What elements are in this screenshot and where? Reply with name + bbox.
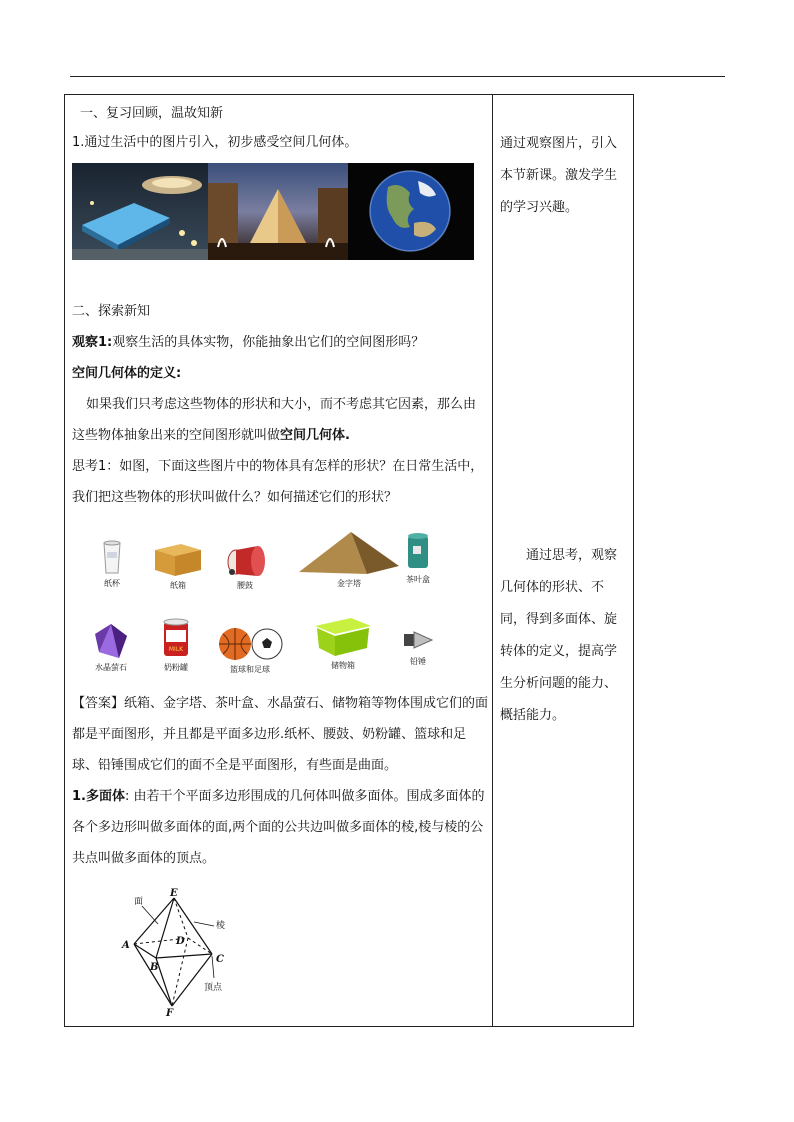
- edge-AF: [134, 944, 172, 1006]
- think-1: 思考1：如图，下面这些图片中的物体具有怎样的形状？在日常生活中，我们把这些物体的形状叫做什么？如何描述它们的形状？: [72, 459, 484, 505]
- box-object: 纸箱: [148, 538, 208, 591]
- answer-text: 【答案】纸箱、金字塔、茶叶盒、水晶萤石、储物箱等物体围成它们的面都是平面图形，并且都是平面多边形.纸杯、腰鼓、奶粉罐、篮球和足球、铅锤围成它们的面不全是平面图形，有些面是曲面。: [72, 696, 489, 773]
- louvre-photo: [208, 163, 348, 260]
- label-B: B: [150, 962, 159, 973]
- vertex-pointer: [212, 956, 214, 978]
- side-note-2: 通过思考，观察几何体的形状、不同，得到多面体、旋转体的定义，提高学生分析问题的能力、概括能力。: [500, 548, 618, 723]
- milk-object: MILK 奶粉罐: [156, 618, 196, 673]
- drum-object: 腰鼓: [220, 542, 270, 591]
- crystal-object: 水晶萤石: [86, 622, 136, 673]
- polyhedron-label: 1.多面体: [72, 789, 125, 804]
- edge-AB: [134, 944, 156, 958]
- label-E: E: [170, 888, 178, 899]
- label-A: A: [122, 940, 130, 951]
- column-divider: [492, 94, 493, 1027]
- milk-brand: MILK: [168, 646, 184, 653]
- balls-object: 篮球和足球: [210, 626, 290, 675]
- label-edge: 棱: [216, 921, 226, 931]
- label-D: D: [176, 936, 185, 947]
- edge-EB: [156, 898, 174, 958]
- object-pictures: [72, 530, 488, 680]
- polyhedron-diagram: [118, 888, 238, 1018]
- section-1-heading: 一、复习回顾，温故知新: [80, 106, 224, 121]
- label-C: C: [216, 954, 224, 965]
- header-rule: [70, 76, 725, 77]
- label-vertex: 顶点: [204, 983, 223, 993]
- cup-object: 纸杯: [92, 540, 132, 589]
- stadium-photo: [72, 163, 208, 260]
- edge-pointer: [194, 922, 214, 926]
- section-2-heading: 二、探索新知: [72, 304, 151, 319]
- label-face: 面: [134, 897, 144, 907]
- definition-term: 空间几何体.: [280, 428, 350, 443]
- observe-1: [72, 327, 488, 358]
- main-column: [72, 98, 488, 158]
- definition-text: 如果我们只考虑这些物体的形状和大小，而不考虑其它因素，那么由这些物体抽象出来的空间图形就叫做空间几何体.: [72, 397, 477, 443]
- definition-title: 空间几何体的定义:: [72, 366, 182, 381]
- polyhedron-definition: 1.多面体: 由若干个平面多边形围成的几何体叫做多面体。围成多面体的各个多边形叫做多面体的面,两个面的公共边叫做多面体的棱,棱与棱的公共点叫做多面体的顶点。: [72, 789, 485, 866]
- main-column-answer: [72, 688, 488, 874]
- plumb-object: 铅锤: [398, 626, 438, 667]
- hidden-edge-DC: [188, 938, 212, 954]
- face-pointer: [142, 906, 158, 924]
- side-note-1: 通过观察图片，引入本节新课。激发学生的学习兴趣。: [500, 136, 618, 215]
- label-F: F: [166, 1008, 174, 1018]
- pyramid-object: 金字塔: [294, 530, 404, 589]
- tea-object: 茶叶盒: [400, 532, 436, 585]
- observe-text: 观察生活的具体实物，你能抽象出它们的空间图形吗？: [112, 335, 425, 350]
- main-column-lower: [72, 296, 488, 513]
- hidden-edge-ED: [174, 898, 188, 938]
- storage-object: 储物箱: [308, 612, 378, 671]
- intro-photos: [72, 163, 474, 260]
- earth-photo: [348, 163, 474, 260]
- observe-label: 观察1:: [72, 335, 113, 350]
- section-1-item-1: 1.通过生活中的图片引入，初步感受空间几何体。: [72, 135, 358, 150]
